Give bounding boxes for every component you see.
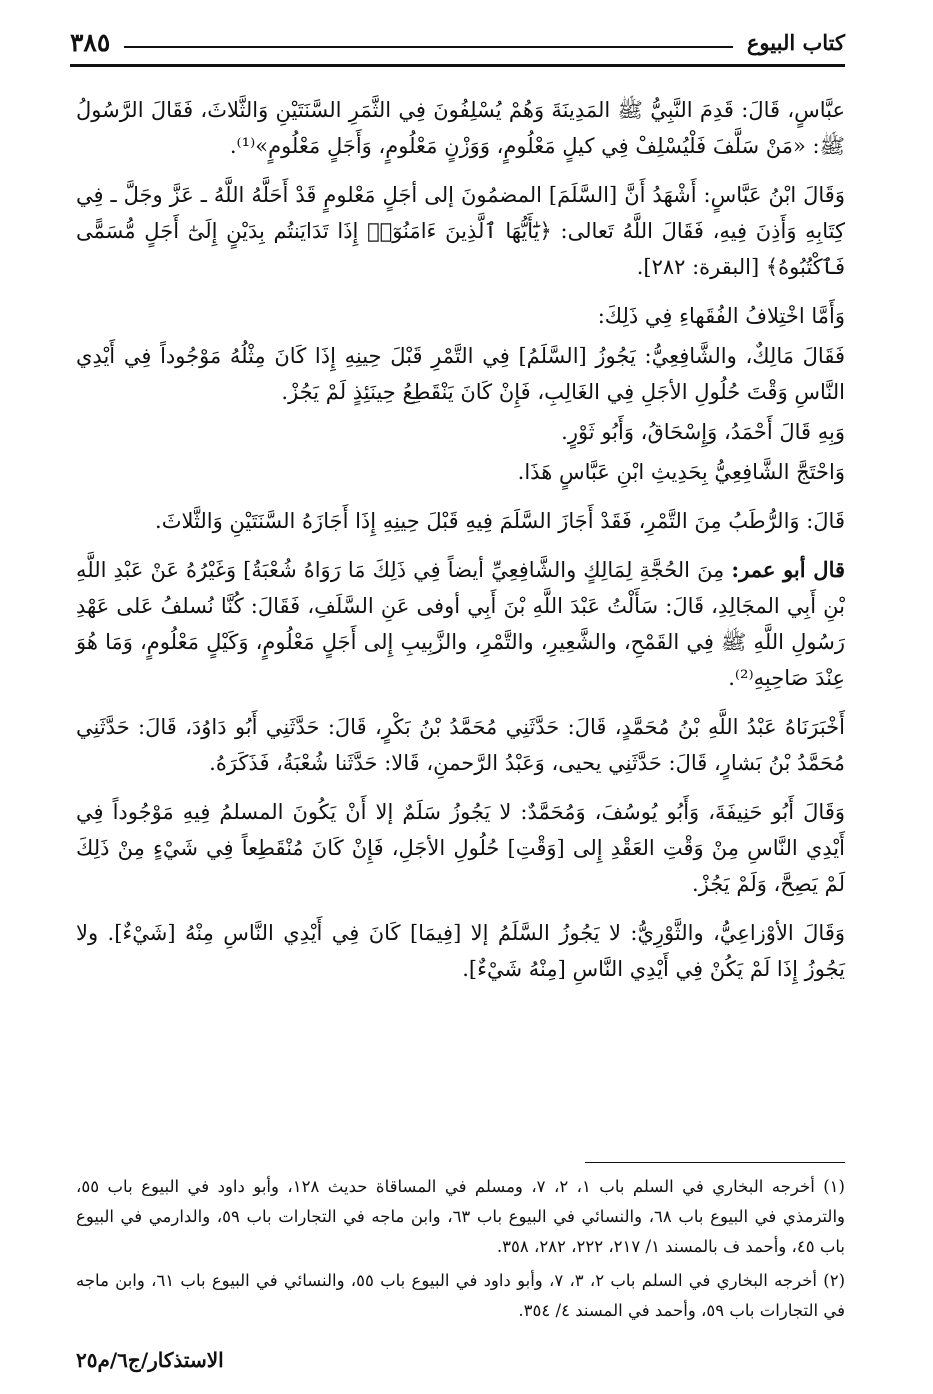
paragraph <box>76 298 845 334</box>
paragraph-text: مِنَ الحُجَّةِ لِمَالِكٍ والشَّافِعِيِّ أيضاً فِي ذَلِكَ مَا رَوَاهُ شُعْبَةُ] وَغَيْرُهُ عَنْ عَبْدِ اللَّهِ بْنِ أَبِي المجَالِدِ، قَالَ: سَأَلْتُ عَبْدَ اللَّهِ بْنَ أَبِي أوفى عَنِ السَّلَفِ، فَقَالَ: كُنَّا نُسلفُ عَلى عَهْدِ رَسُولِ اللَّهِ ﷺ فِي القَمْحِ، والشَّعِيرِ، والتَّمْرِ، والزَّبِيبِ إِلى أَجَلٍ مَعْلُومٍ، وَكَيْلٍ مَعْلُومٍ، وَمَا هُوَ عِنْدَ صَاحِبِهِ⁽²⁾. <box>76 558 845 690</box>
footnotes <box>76 1172 845 1330</box>
header-rule <box>124 46 733 48</box>
header-divider <box>70 64 845 67</box>
footnote-separator <box>585 1162 845 1163</box>
paragraph-lead: قال أبو عمر: <box>731 557 846 582</box>
paragraph-text: وَقَالَ ابْنُ عَبَّاسٍ: أَشْهَدُ أَنَّ [السَّلَمَ] المضمُونَ إلى أجَلٍ مَعْلومٍ قَدْ أَحَلَّهُ اللَّهُ ـ عَزَّ وجَلَّ ـ فِي كِتَابِهِ وَأَذِنَ فِيهِ، فَقَالَ اللَّهُ تَعالى: ﴿يَٰٓأَيُّهَا ٱلَّذِينَ ءَامَنُوٓا۟ إِذَا تَدَايَنتُم بِدَيْنٍ إِلَىٰٓ أَجَلٍ مُّسَمًّى فَٱكْتُبُوهُ﴾ [البقرة: ٢٨٢]. <box>76 183 845 279</box>
paragraph-text: قَالَ: وَالرُّطَبُ مِنَ التَّمْرِ، فَقَدْ أَجَازَ السَّلَمَ فِيهِ قَبْلَ حِينِهِ إِذَا أَجَازَهُ السَّنَتَيْنِ وَالثَّلاثَ. <box>155 509 845 533</box>
paragraph <box>76 794 845 902</box>
paragraph <box>76 454 845 490</box>
paragraph-text: وَبِهِ قَالَ أَحْمَدُ، وَإِسْحَاقُ، وَأَبُو ثَوْرٍ. <box>561 420 845 444</box>
page-number: ٣٨٥ <box>70 27 111 57</box>
main-text <box>76 92 845 1000</box>
printer-signature: الاستذكار/ج٦/م٢٥ <box>76 1348 224 1372</box>
paragraph <box>76 709 845 781</box>
paragraph-text: وَقَالَ أَبُو حَنِيفَةَ، وَأَبُو يُوسُفَ، وَمُحَمَّدٌ: لا يَجُوزُ سَلَمٌ إلا أَنْ يَكُونَ المسلمُ فِيهِ مَوْجُوداً فِي أَيْدِي النَّاسِ مِنْ وَقْتِ العَقْدِ إِلى [وَقْتِ] حُلُولِ الأجَلِ، فَإِنْ كَانَ مُنْقَطِعاً فِي شَيْءٍ مِنْ ذَلِكَ لَمْ يَصِحَّ، وَلَمْ يَجُزْ. <box>76 800 845 896</box>
footnote: (١) أخرجه البخاري في السلم باب ١، ٢، ٧، ومسلم في المساقاة حديث ١٢٨، وأبو داود في البيوع باب ٥٥، والترمذي في البيوع باب ٦٨، والنسائي في البيوع باب ٦٣، وابن ماجه في التجارات باب ٥٩، والدارمي في البيوع باب ٤٥، وأحمد ف بالمسند ١/ ٢١٧، ٢٢٢، ٢٨٢، ٣٥٨. <box>76 1177 845 1256</box>
paragraph-text: أَخْبَرَنَاهُ عَبْدُ اللَّهِ بْنُ مُحَمَّدٍ، قَالَ: حَدَّثَنِي مُحَمَّدُ بْنُ بَكْرٍ، قَالَ: حَدَّثَنِي أَبُو دَاوُدَ، قَالَ: حَدَّثَنِي مُحَمَّدُ بْنُ بَشارٍ، قَالَ: حَدَّثَنِي يحيى، وَعَبْدُ الرَّحمنِ، قَالا: حَدَّثَنا شُعْبَةُ، فَذَكَرَهُ. <box>76 715 845 775</box>
book-title: كتاب البيوع <box>746 29 845 55</box>
paragraph <box>76 338 845 410</box>
paragraph-text: وَأَمَّا اخْتِلافُ الفُقَهاءِ فِي ذَلِكَ: <box>597 304 845 328</box>
paragraph <box>76 503 845 539</box>
paragraph <box>76 177 845 285</box>
running-header <box>70 22 845 62</box>
paragraph <box>76 414 845 450</box>
paragraph <box>76 92 845 164</box>
paragraph <box>76 552 845 696</box>
footnote: (٢) أخرجه البخاري في السلم باب ٢، ٣، ٧، وأبو داود في البيوع باب ٥٥، والنسائي في البيوع باب ٦١، وابن ماجه في التجارات باب ٥٩، وأحمد في المسند ٤/ ٣٥٤. <box>76 1271 845 1320</box>
paragraph-text: وَقَالَ الأوْزاعِيُّ، والثَّوْرِيُّ: لا يَجُوزُ السَّلَمُ إلا [فِيمَا] كَانَ فِي أَيْدِي النَّاسِ مِنْهُ [شَيْءٌ]. ولا يَجُوزُ إِذَا لَمْ يَكُنْ فِي أَيْدِي النَّاسِ [مِنْهُ شَيْءٌ]. <box>76 921 845 981</box>
paragraph-text: وَاحْتَجَّ الشَّافِعِيُّ بِحَدِيثِ ابْنِ عَبَّاسٍ هَذَا. <box>517 460 845 484</box>
paragraph <box>76 915 845 987</box>
paragraph-text: عبَّاسٍ، قَالَ: قَدِمَ النَّبِيُّ ﷺ المَدِينَةَ وَهُمْ يُسْلِفُونَ فِي الثَّمَرِ السَّنَتَيْنِ وَالثَّلاثَ، فَقَالَ الرَّسُولُ ﷺ: «مَنْ سَلَّفَ فَلْيُسْلِفْ فِي كيلٍ مَعْلُومٍ، وَوَزْنٍ مَعْلُومٍ، وَأَجَلٍ مَعْلُومٍ»⁽¹⁾. <box>76 98 845 158</box>
paragraph-text: فَقَالَ مَالِكٌ، والشَّافِعِيُّ: يَجُوزُ [السَّلَمُ] فِي التَّمْرِ قَبْلَ حِينِهِ إِذَا كَانَ مِثْلُهُ مَوْجُوداً فِي أَيْدِي النَّاسِ وَقْتَ حُلُولِ الأجَلِ فِي الغَالِبِ، فَإِنْ كَانَ يَنْقَطِعُ حِينَئِذٍ لَمْ يَجُزْ. <box>76 344 845 404</box>
